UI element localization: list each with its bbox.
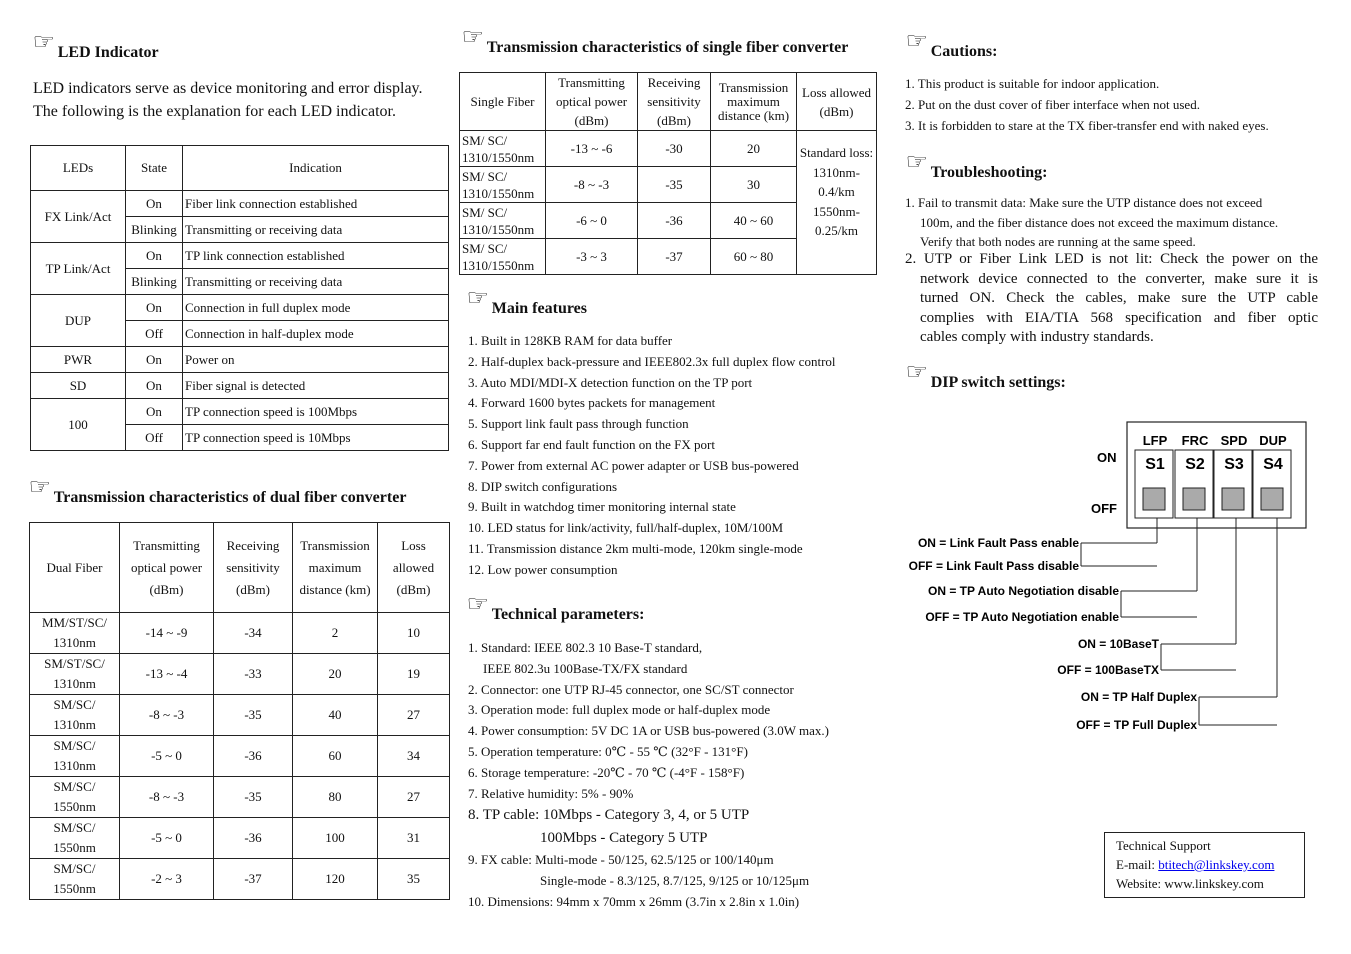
table-cell: SM/SC/ 1310nm [30, 695, 120, 736]
col-header: Transmitting optical power (dBm) [120, 523, 214, 613]
trouble-heading [905, 150, 1048, 182]
led-state: On [126, 295, 183, 321]
list-item: 5. Support link fault pass through function [468, 416, 689, 432]
legend-label: ON = Link Fault Pass enable [917, 536, 1079, 550]
list-item: 1. This product is suitable for indoor application. [905, 76, 1160, 91]
legend-label: ON = 10BaseT [1077, 637, 1159, 651]
pointing-hand-icon: ☞ [28, 475, 52, 500]
table-row [30, 859, 450, 900]
list-item: 10. Dimensions: 94mm x 70mm x 26mm (3.7in x 2.8in x 1.0in) [468, 893, 800, 909]
switch-toggle[interactable] [1261, 488, 1283, 510]
list-item: 10. LED status for link/activity, full/half-duplex, 10M/100M [468, 520, 784, 536]
list-item: Single-mode - 8.3/125, 8.7/125, 9/125 or 10/125μm [540, 873, 810, 889]
table-cell: -33 [214, 654, 293, 695]
single-title: Transmission characteristics of single fiber converter [486, 39, 849, 56]
col-header: Transmission maximum distance (km) [293, 523, 378, 613]
tech-list [468, 638, 829, 913]
switch-top-label: SPD [1220, 433, 1248, 448]
table-cell: -5 ~ 0 [120, 818, 214, 859]
list-item: 8. DIP switch configurations [468, 478, 617, 494]
table-row [30, 818, 450, 859]
col-header: Transmission maximum distance (km) [711, 73, 797, 131]
cautions-title: Cautions: [930, 43, 998, 60]
email-link[interactable]: btitech@linkskey.com [1158, 857, 1275, 872]
table-cell: -13 ~ -6 [546, 131, 638, 167]
legend-label: OFF = TP Auto Negotiation enable [925, 610, 1119, 624]
trouble-line: complies with EIA/TIA 568 specification and fiber optic [920, 309, 1318, 326]
table-cell: SM/ SC/ 1310/1550nm [460, 167, 546, 203]
table-cell: 19 [378, 654, 450, 695]
table-row [30, 613, 450, 654]
col-header: Dual Fiber [30, 523, 120, 613]
table-cell: -3 ~ 3 [546, 239, 638, 275]
table-row [30, 695, 450, 736]
led-state: Off [126, 425, 183, 451]
legend-label: OFF = Link Fault Pass disable [908, 559, 1079, 573]
switch-toggle[interactable] [1143, 488, 1165, 510]
trouble-title: Troubleshooting: [930, 164, 1048, 181]
table-cell: SM/ST/SC/ 1310nm [30, 654, 120, 695]
table-row [30, 736, 450, 777]
table-row [31, 243, 449, 269]
list-item: 4. Forward 1600 bytes packets for management [468, 395, 716, 411]
col-header: Loss allowed (dBm) [797, 73, 877, 131]
switch-toggle[interactable] [1183, 488, 1205, 510]
list-item: 9. Built in watchdog timer monitoring internal state [468, 499, 736, 515]
table-cell: 30 [711, 167, 797, 203]
table-row [31, 373, 449, 399]
col-header: Receiving sensitivity (dBm) [214, 523, 293, 613]
table-cell: SM/SC/ 1550nm [30, 777, 120, 818]
led-name: TP Link/Act [31, 243, 126, 295]
table-row [31, 347, 449, 373]
list-item: 100Mbps - Category 5 UTP [540, 830, 708, 847]
list-item: 6. Support far end fault function on the FX port [468, 436, 715, 452]
table-row [30, 777, 450, 818]
list-item: 9. FX cable: Multi-mode - 50/125, 62.5/125 or 100/140μm [468, 852, 774, 868]
led-table [30, 145, 449, 451]
list-item: 1. Standard: IEEE 802.3 10 Base-T standard, [468, 640, 703, 655]
list-item: 6. Storage temperature: -20℃ - 70 ℃ (-4°F - 158°F) [468, 764, 745, 780]
features-list [468, 331, 836, 581]
cautions-heading [905, 29, 998, 61]
trouble-item-2 [905, 250, 1318, 348]
col-header: Single Fiber [460, 73, 546, 131]
legend-label: ON = TP Auto Negotiation disable [927, 584, 1119, 598]
pointing-hand-icon: ☞ [905, 360, 929, 385]
led-state: Blinking [126, 217, 183, 243]
led-state: On [126, 243, 183, 269]
table-row [30, 654, 450, 695]
switch-id: S3 [1224, 456, 1244, 473]
table-cell: -37 [214, 859, 293, 900]
table-cell: 2 [293, 613, 378, 654]
list-item: IEEE 802.3u 100Base-TX/FX standard [483, 660, 688, 676]
led-state: On [126, 373, 183, 399]
table-cell: 27 [378, 777, 450, 818]
table-row [31, 295, 449, 321]
list-item: 11. Transmission distance 2km multi-mode, 120km single-mode [468, 540, 803, 556]
features-heading [466, 286, 587, 318]
table-cell: -8 ~ -3 [120, 695, 214, 736]
cautions-list [905, 74, 1269, 136]
table-cell: -35 [638, 167, 711, 203]
col-header: Transmitting optical power (dBm) [546, 73, 638, 131]
table-cell: 20 [711, 131, 797, 167]
led-state: Blinking [126, 269, 183, 295]
table-cell: -5 ~ 0 [120, 736, 214, 777]
off-label: OFF [1091, 501, 1117, 516]
table-row [31, 399, 449, 425]
led-intro-2: The following is the explanation for each LED indicator. [33, 103, 396, 120]
table-cell: SM/SC/ 1550nm [30, 859, 120, 900]
support-title: Technical Support [1116, 838, 1211, 853]
list-item: 2. Connector: one UTP RJ-45 connector, one SC/ST connector [468, 681, 794, 697]
table-cell: 31 [378, 818, 450, 859]
table-cell: 35 [378, 859, 450, 900]
led-indication: Transmitting or receiving data [183, 269, 449, 295]
table-cell: 100 [293, 818, 378, 859]
support-website: Website: www.linkskey.com [1116, 876, 1264, 891]
pointing-hand-icon: ☞ [466, 286, 490, 311]
table-cell: -2 ~ 3 [120, 859, 214, 900]
legend-label: OFF = 100BaseTX [1057, 663, 1159, 677]
single-heading [461, 25, 849, 57]
pointing-hand-icon: ☞ [461, 25, 485, 50]
dip-title: DIP switch settings: [930, 374, 1066, 391]
col-header: Loss allowed (dBm) [378, 523, 450, 613]
switch-top-label: DUP [1259, 433, 1287, 448]
trouble-line: 100m, and the fiber distance does not exceed the maximum distance. [920, 214, 1279, 230]
trouble-line: cables comply with industry standards. [920, 329, 1154, 345]
led-state: On [126, 399, 183, 425]
table-cell: 20 [293, 654, 378, 695]
pointing-hand-icon: ☞ [32, 30, 56, 55]
led-state: Off [126, 321, 183, 347]
list-item: 5. Operation temperature: 0℃ - 55 ℃ (32°F - 131°F) [468, 743, 748, 759]
col-header: State [126, 146, 183, 191]
trouble-line: turned ON. Check the cables, make sure the UTP cable [920, 290, 1318, 306]
list-item: 2. Put on the dust cover of fiber interface when not used. [905, 96, 1200, 112]
switch-toggle[interactable] [1222, 488, 1244, 510]
support-box [1104, 832, 1305, 898]
led-indication: Connection in full duplex mode [183, 295, 449, 321]
switch-id: S2 [1185, 456, 1205, 473]
led-name: PWR [31, 347, 126, 373]
trouble-line: 2. UTP or Fiber Link LED is not lit: Check the power on the [905, 251, 1318, 267]
table-cell: -37 [638, 239, 711, 275]
table-cell: 40 [293, 695, 378, 736]
trouble-line: 1. Fail to transmit data: Make sure the UTP distance does not exceed [905, 195, 1263, 210]
led-indication: Fiber signal is detected [183, 373, 449, 399]
table-cell: 80 [293, 777, 378, 818]
single-fiber-table [459, 72, 877, 275]
pointing-hand-icon: ☞ [466, 592, 490, 617]
table-cell: MM/ST/SC/ 1310nm [30, 613, 120, 654]
led-indication: TP connection speed is 100Mbps [183, 399, 449, 425]
support-email-line [1116, 855, 1304, 874]
table-cell: -30 [638, 131, 711, 167]
trouble-line: network device connected to the converter, make sure it is [920, 270, 1318, 287]
table-cell: -36 [214, 736, 293, 777]
table-cell: 40 ~ 60 [711, 203, 797, 239]
table-cell: 60 ~ 80 [711, 239, 797, 275]
list-item: 1. Built in 128KB RAM for data buffer [468, 333, 673, 348]
dual-title: Transmission characteristics of dual fiber converter [53, 489, 407, 506]
list-item: 3. Operation mode: full duplex mode or half-duplex mode [468, 702, 771, 718]
pointing-hand-icon: ☞ [905, 29, 929, 54]
table-cell: -35 [214, 695, 293, 736]
table-cell: 60 [293, 736, 378, 777]
legend-label: ON = TP Half Duplex [1080, 690, 1197, 704]
dual-heading [28, 475, 407, 507]
email-label: E-mail: [1116, 857, 1159, 872]
table-cell: -35 [214, 777, 293, 818]
legend-label: OFF = TP Full Duplex [1076, 718, 1197, 732]
dip-heading [905, 360, 1066, 392]
table-cell: -13 ~ -4 [120, 654, 214, 695]
table-row [31, 191, 449, 217]
list-item: 3. It is forbidden to stare at the TX fiber-transfer end with naked eyes. [905, 117, 1269, 133]
table-cell: -14 ~ -9 [120, 613, 214, 654]
dual-fiber-table [29, 522, 450, 900]
trouble-line: Verify that both nodes are running at the same speed. [920, 234, 1196, 249]
features-title: Main features [491, 300, 587, 317]
switch-id: S4 [1263, 456, 1283, 473]
switch-top-label: LFP [1142, 433, 1168, 448]
table-cell: -6 ~ 0 [546, 203, 638, 239]
led-name: SD [31, 373, 126, 399]
led-state: On [126, 347, 183, 373]
led-state: On [126, 191, 183, 217]
pointing-hand-icon: ☞ [905, 150, 929, 175]
led-indication: TP link connection established [183, 243, 449, 269]
led-name: 100 [31, 399, 126, 451]
switch-top-label: FRC [1181, 433, 1209, 448]
list-item: 8. TP cable: 10Mbps - Category 3, 4, or 5 UTP [468, 807, 750, 824]
led-indication: Transmitting or receiving data [183, 217, 449, 243]
dip-switch-diagram [905, 415, 1345, 745]
list-item: 2. Half-duplex back-pressure and IEEE802.3x full duplex flow control [468, 353, 836, 369]
table-cell: -8 ~ -3 [546, 167, 638, 203]
led-indication: Connection in half-duplex mode [183, 321, 449, 347]
switch-id: S1 [1145, 456, 1165, 473]
list-item: 3. Auto MDI/MDI-X detection function on the TP port [468, 374, 753, 390]
list-item: 12. Low power consumption [468, 561, 618, 577]
led-title: LED Indicator [57, 44, 159, 61]
table-cell: SM/ SC/ 1310/1550nm [460, 131, 546, 167]
list-item: 7. Power from external AC power adapter or USB bus-powered [468, 457, 799, 473]
table-cell: 10 [378, 613, 450, 654]
col-header: LEDs [31, 146, 126, 191]
table-cell: 27 [378, 695, 450, 736]
on-label: ON [1097, 450, 1117, 465]
table-cell: SM/SC/ 1310nm [30, 736, 120, 777]
led-indication: Power on [183, 347, 449, 373]
table-cell: -34 [214, 613, 293, 654]
loss-cell: Standard loss: 1310nm- 0.4/km 1550nm- 0.25/km [797, 131, 877, 275]
list-item: 7. Relative humidity: 5% - 90% [468, 785, 634, 801]
col-header: Receiving sensitivity (dBm) [638, 73, 711, 131]
led-indication: Fiber link connection established [183, 191, 449, 217]
led-heading [32, 30, 159, 62]
led-intro-1: LED indicators serve as device monitoring and error display. [33, 80, 423, 97]
table-cell: 34 [378, 736, 450, 777]
led-name: DUP [31, 295, 126, 347]
led-indication: TP connection speed is 10Mbps [183, 425, 449, 451]
table-cell: -36 [638, 203, 711, 239]
table-cell: 120 [293, 859, 378, 900]
table-cell: SM/ SC/ 1310/1550nm [460, 203, 546, 239]
tech-title: Technical parameters: [491, 606, 645, 623]
table-cell: SM/SC/ 1550nm [30, 818, 120, 859]
table-row [460, 131, 877, 167]
list-item: 4. Power consumption: 5V DC 1A or USB bus-powered (3.0W max.) [468, 723, 829, 739]
table-cell: -8 ~ -3 [120, 777, 214, 818]
trouble-item-1 [905, 193, 1318, 252]
led-name: FX Link/Act [31, 191, 126, 243]
table-cell: -36 [214, 818, 293, 859]
tech-heading [466, 592, 645, 624]
table-cell: SM/ SC/ 1310/1550nm [460, 239, 546, 275]
col-header: Indication [183, 146, 449, 191]
